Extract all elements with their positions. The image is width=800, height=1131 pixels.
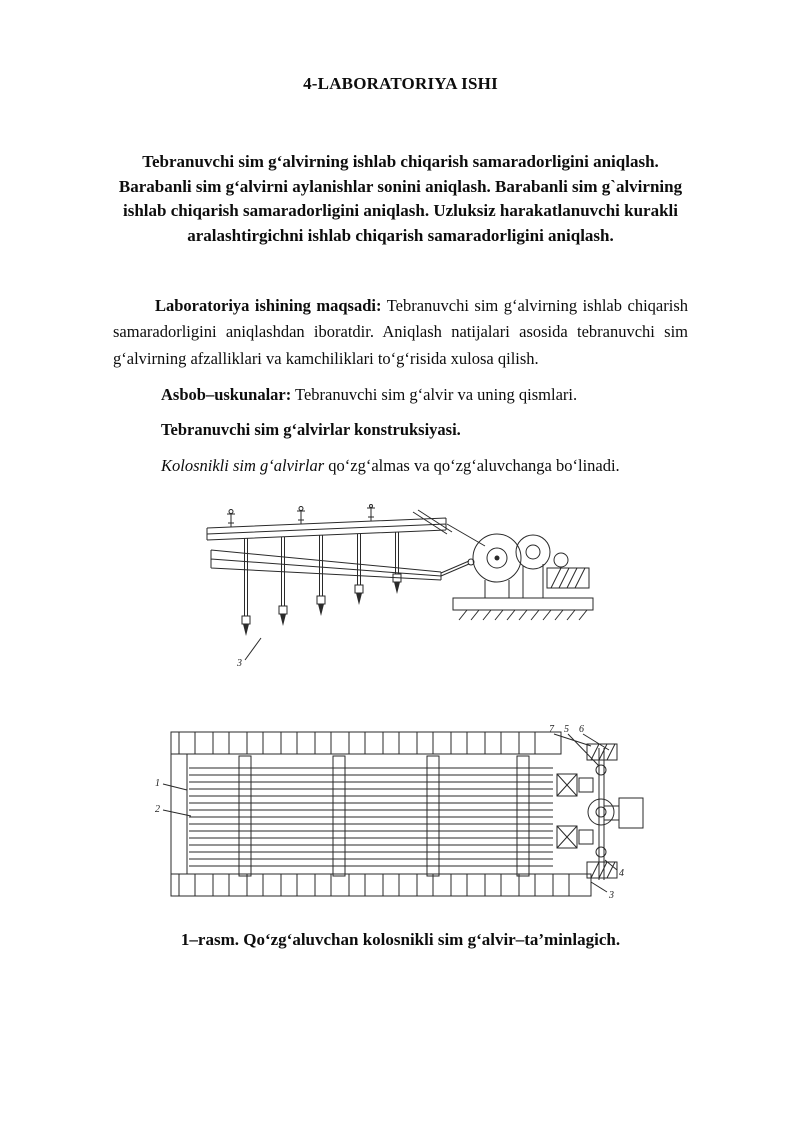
asbob-text: Tebranuvchi sim g‘alvir va uning qismlari. [291,384,578,404]
heading-paragraph: Tebranuvchi sim g‘alvirning ishlab chiqarish samaradorligini aniqlash. Barabanli sim g‘alvirni aylanishlar sonini aniqlash. Barabanli sim g`alvirning ishlab chiqarish samaradorligini aniqlash. Uzluksiz harakatlanuvchi kurakli aralashtirgichni ishlab chiqarish samaradorligini aniqlash. [118,152,683,245]
paragraph-maqsad [113,293,688,373]
paragraph-asbob [113,382,688,409]
plan-view-drawing [151,722,651,914]
figure-1 [113,504,688,950]
paragraph-kolosnikli [113,453,688,480]
plan-part-label-2: 2 [154,803,160,815]
asbob-label: Asbob–uskunalar: [161,384,292,404]
figure-caption: 1–rasm. Qo‘zg‘aluvchan kolosnikli sim g‘alvir–ta’minlagich. [180,929,621,949]
kolosnikli-rest: qo‘zg‘almas va qo‘zg‘aluvchanga bo‘linadi. [324,456,620,476]
plan-part-label-6: 6 [578,723,584,735]
maqsad-label: Laboratoriya ishining maqsadi: [155,295,382,315]
konstruksiya-text: Tebranuvchi sim g‘alvirlar konstruksiyasi. [161,420,461,440]
page-title: 4-LABORATORIYA ISHI [303,74,498,93]
plan-part-label-3: 3 [608,889,614,901]
plan-part-label-7: 7 [548,723,554,735]
side-view-drawing [201,504,601,676]
side-part-label-3: 3 [236,657,242,669]
plan-part-label-4: 4 [618,867,624,879]
maqsad-text: Tebranuvchi sim g‘alvirning ishlab chiqarish samaradorligini aniqlashdan iboratdir. Aniqlash natijalari asosida tebranuvchi sim g‘alvirning afzalliklari va kamchiliklari to‘g‘risida xulosa qilish. [113,295,688,368]
plan-part-label-5: 5 [563,723,569,735]
paragraph-konstruksiya [113,417,688,444]
plan-part-label-1: 1 [154,777,160,789]
kolosnikli-term: Kolosnikli sim g‘alvirlar [161,456,325,476]
